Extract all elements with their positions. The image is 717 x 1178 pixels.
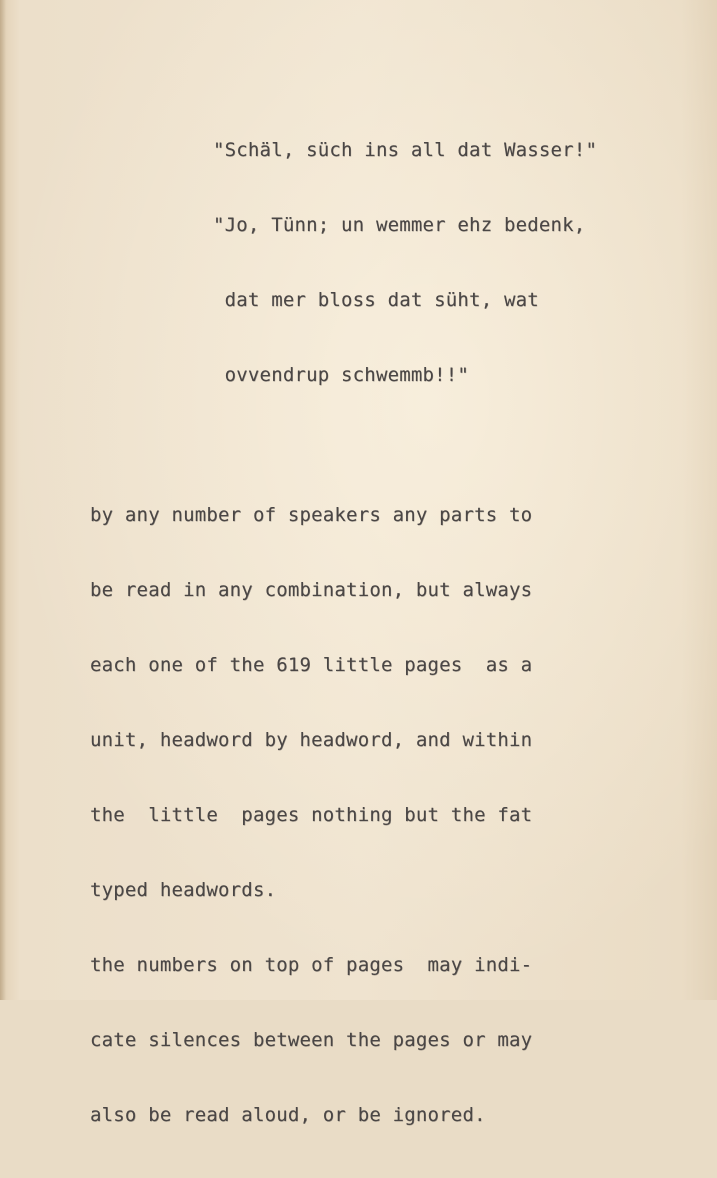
instructions-line-3: each one of the 619 little pages as a	[90, 654, 533, 676]
instructions-line-8: cate silences between the pages or may	[90, 1029, 533, 1051]
instructions-line-1: by any number of speakers any parts to	[90, 504, 533, 526]
instructions-line-6: typed headwords.	[90, 879, 277, 901]
reading-instructions	[90, 453, 532, 1178]
dialect-quote	[213, 88, 597, 438]
quote-line-2: "Jo, Tünn; un wemmer ehz bedenk,	[213, 214, 586, 236]
instructions-line-9: also be read aloud, or be ignored.	[90, 1104, 486, 1126]
quote-line-1: "Schäl, süch ins all dat Wasser!"	[213, 139, 598, 161]
instructions-line-4: unit, headword by headword, and within	[90, 729, 533, 751]
instructions-line-2: be read in any combination, but always	[90, 579, 533, 601]
instructions-line-5: the little pages nothing but the fat	[90, 804, 533, 826]
quote-line-4: ovvendrup schwemmb!!"	[213, 364, 470, 386]
quote-line-3: dat mer bloss dat süht, wat	[213, 289, 539, 311]
instructions-line-7: the numbers on top of pages may indi-	[90, 954, 533, 976]
